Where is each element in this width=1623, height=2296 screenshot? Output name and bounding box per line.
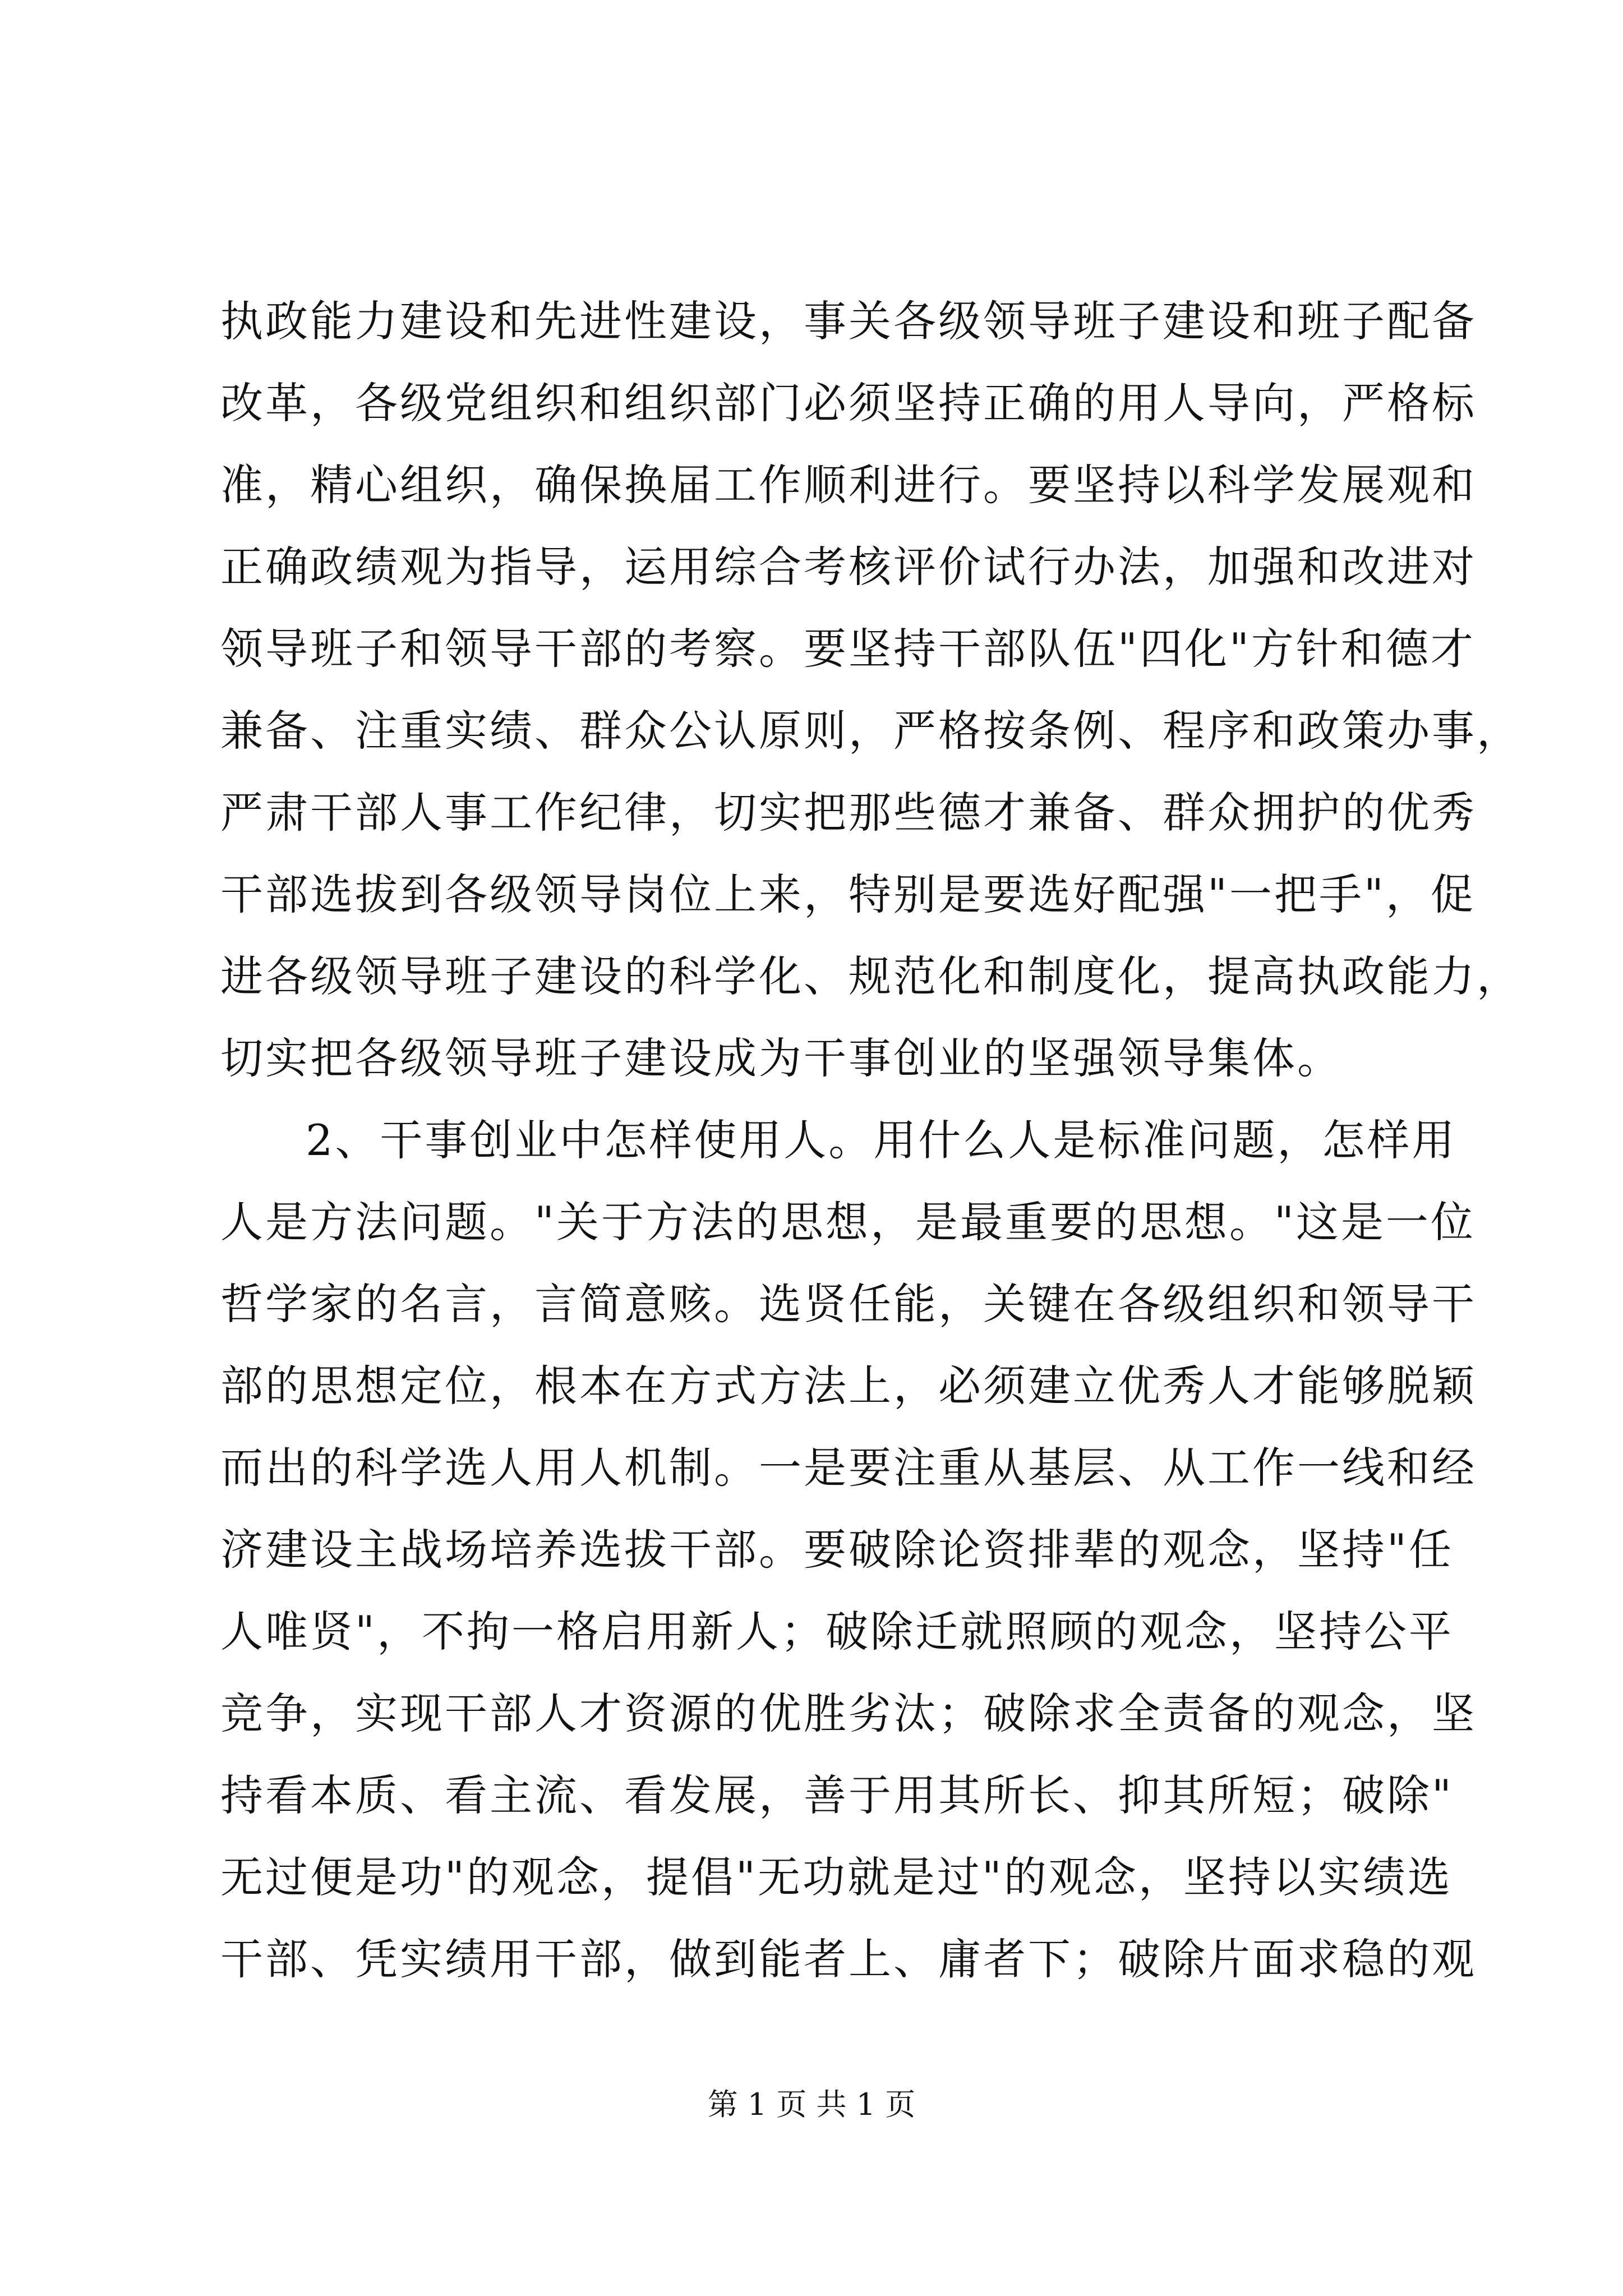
text-line: 2、干事创业中怎样使用人。用什么人是标准问题，怎样用 (306, 1115, 1457, 1165)
text-line: 哲学家的名言，言简意赅。选贤任能，关键在各级组织和领导干 (220, 1279, 1477, 1329)
text-line: 干部、凭实绩用干部，做到能者上、庸者下；破除片面求稳的观 (220, 1934, 1477, 1984)
text-line: 人唯贤"，不拘一格启用新人；破除迁就照顾的观念，坚持公平 (220, 1607, 1454, 1657)
text-line: 干部选拔到各级领导岗位上来，特别是要选好配强"一把手"，促 (220, 869, 1476, 919)
text-line: 人是方法问题。"关于方法的思想，是最重要的思想。"这是一位 (220, 1197, 1476, 1247)
text-line: 部的思想定位，根本在方式方法上，必须建立优秀人才能够脱颖 (220, 1361, 1477, 1411)
text-line: 正确政绩观为指导，运用综合考核评价试行办法，加强和改进对 (220, 542, 1477, 592)
body-text (220, 280, 1521, 2000)
text-line: 济建设主战场培养选拔干部。要破除论资排辈的观念，坚持"任 (220, 1525, 1454, 1575)
text-line: 兼备、注重实绩、群众公认原则，严格按条例、程序和政策办事， (220, 706, 1521, 756)
text-line: 领导班子和领导干部的考察。要坚持干部队伍"四化"方针和德才 (220, 624, 1476, 674)
text-line: 准，精心组织，确保换届工作顺利进行。要坚持以科学发展观和 (220, 460, 1477, 510)
text-line: 执政能力建设和先进性建设，事关各级领导班子建设和班子配备 (220, 296, 1477, 346)
text-line: 而出的科学选人用人机制。一是要注重从基层、从工作一线和经 (220, 1443, 1477, 1493)
text-line: 进各级领导班子建设的科学化、规范化和制度化，提高执政能力， (220, 951, 1521, 1001)
page-number-label: 第 1 页 共 1 页 (707, 2087, 916, 2122)
page-footer (0, 2082, 1623, 2127)
text-line: 持看本质、看主流、看发展，善于用其所长、抑其所短；破除" (220, 1770, 1454, 1820)
text-line: 竞争，实现干部人才资源的优胜劣汰；破除求全责备的观念，坚 (220, 1688, 1477, 1738)
text-line: 改革，各级党组织和组织部门必须坚持正确的用人导向，严格标 (220, 378, 1477, 428)
text-line: 切实把各级领导班子建设成为干事创业的坚强领导集体。 (220, 1033, 1342, 1083)
text-line: 无过便是功"的观念，提倡"无功就是过"的观念，坚持以实绩选 (220, 1852, 1453, 1902)
text-line: 严肃干部人事工作纪律，切实把那些德才兼备、群众拥护的优秀 (220, 788, 1477, 838)
